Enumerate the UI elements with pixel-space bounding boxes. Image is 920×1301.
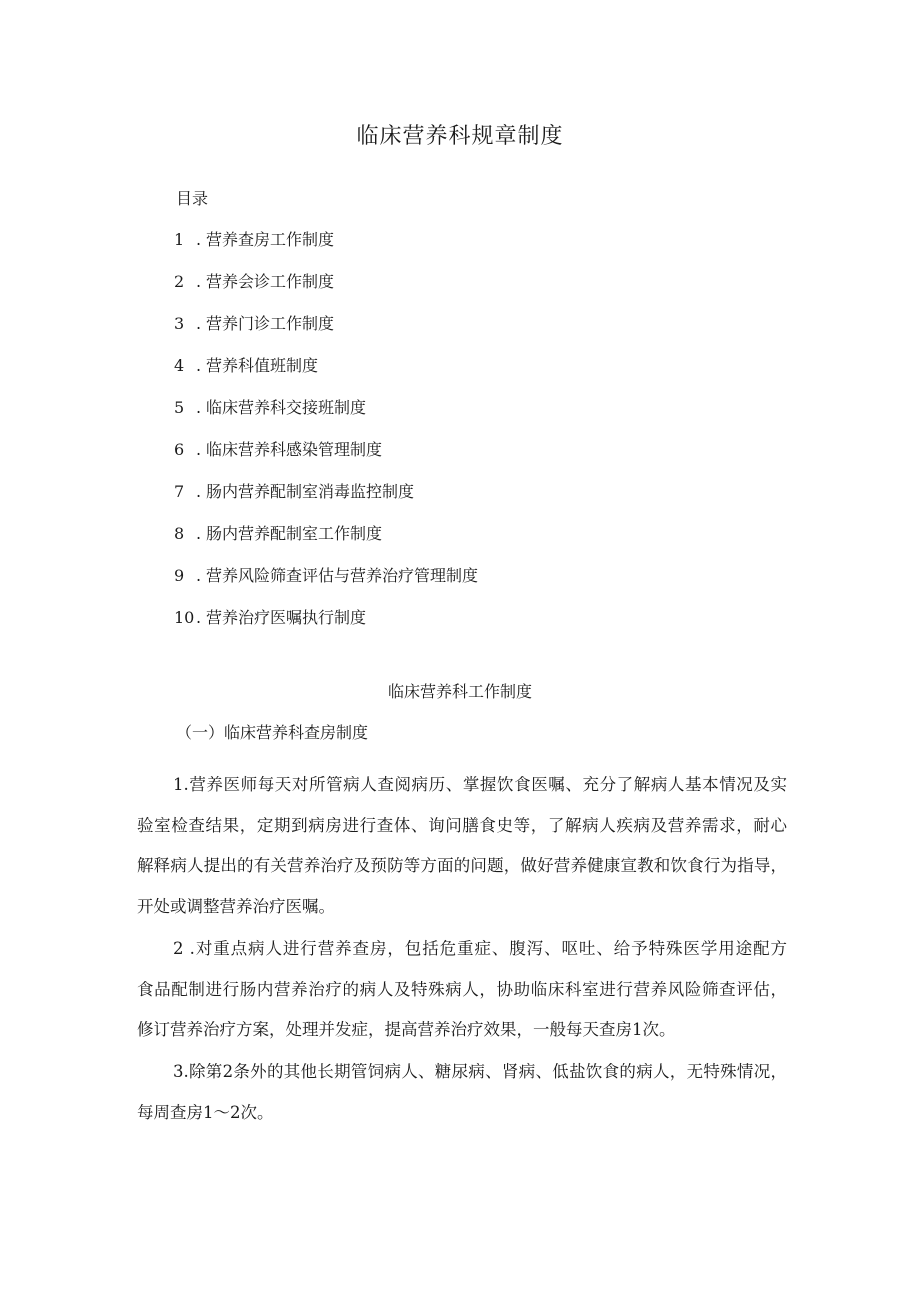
toc-item-label: 肠内营养配制室工作制度 [206, 524, 383, 543]
document-title: 临床营养科规章制度 [356, 124, 564, 149]
toc-item-label: 临床营养科感染管理制度 [206, 440, 383, 459]
toc-item-number: 6 [174, 440, 185, 459]
paragraph-line: 每周查房1～2次。 [137, 1102, 274, 1122]
paragraph-3 [137, 1052, 787, 1133]
paragraph-line: 验室检查结果，定期到病房进行查体、询问膳食史等，了解病人疾病及营养需求，耐心 [137, 815, 787, 835]
toc-item: 5 . 临床营养科交接班制度 [174, 398, 367, 417]
toc-item: 6 . 临床营养科感染管理制度 [174, 440, 383, 459]
toc-item: 1 . 营养查房工作制度 [174, 230, 335, 249]
toc-item-number: 9 [174, 566, 185, 585]
toc-item-label: 营养风险筛查评估与营养治疗管理制度 [206, 566, 479, 585]
paragraph-2 [137, 929, 787, 1051]
paragraph-line: 1.营养医师每天对所管病人查阅病历、掌握饮食医嘱、充分了解病人基本情况及实 [173, 775, 787, 794]
toc-item-number: 4 [174, 356, 185, 375]
toc-item-number: 1 [174, 230, 185, 249]
toc-item-label: 营养治疗医嘱执行制度 [206, 608, 367, 627]
paragraph-line: 开处或调整营养治疗医嘱。 [137, 896, 335, 916]
subsection-title: （一）临床营养科查房制度 [176, 723, 369, 742]
section-title: 临床营养科工作制度 [387, 682, 532, 701]
toc-item-number: 2 [174, 272, 185, 291]
toc-item: 7 . 肠内营养配制室消毒监控制度 [174, 482, 415, 501]
toc-item-label: 临床营养科交接班制度 [206, 398, 367, 417]
table-of-contents [174, 229, 478, 649]
toc-item-number: 3 [174, 314, 185, 333]
toc-heading: 目录 [176, 189, 209, 208]
toc-item-label: 营养查房工作制度 [206, 230, 335, 249]
toc-item: 4 . 营养科值班制度 [174, 356, 319, 375]
paragraph-line: 解释病人提出的有关营养治疗及预防等方面的问题，做好营养健康宣教和饮食行为指导， [137, 856, 787, 875]
toc-item-number: 10 [174, 608, 195, 627]
paragraph-1 [137, 765, 787, 927]
paragraph-line: 2 .对重点病人进行营养查房，包括危重症、腹泻、呕吐、给予特殊医学用途配方 [173, 939, 787, 958]
toc-item: 2 . 营养会诊工作制度 [174, 272, 335, 291]
toc-item: 3 . 营养门诊工作制度 [174, 314, 335, 333]
toc-item-label: 肠内营养配制室消毒监控制度 [206, 482, 415, 501]
toc-item-label: 营养门诊工作制度 [206, 314, 335, 333]
paragraph-line: 修订营养治疗方案，处理并发症，提高营养治疗效果，一般每天查房1次。 [137, 1020, 676, 1039]
toc-item-label: 营养会诊工作制度 [206, 272, 335, 291]
paragraph-line: 食品配制进行肠内营养治疗的病人及特殊病人，协助临床科室进行营养风险筛查评估， [137, 979, 787, 999]
toc-item: 9 . 营养风险筛查评估与营养治疗管理制度 [174, 566, 479, 585]
toc-item-number: 7 [174, 482, 185, 501]
paragraph-line: 3.除第2条外的其他长期管饲病人、糖尿病、肾病、低盐饮食的病人，无特殊情况， [173, 1062, 787, 1081]
toc-item: 8 . 肠内营养配制室工作制度 [174, 524, 383, 543]
toc-item-label: 营养科值班制度 [206, 356, 319, 375]
toc-item: 10 . 营养治疗医嘱执行制度 [174, 608, 367, 627]
toc-item-number: 5 [174, 398, 185, 417]
toc-item-number: 8 [174, 524, 185, 543]
